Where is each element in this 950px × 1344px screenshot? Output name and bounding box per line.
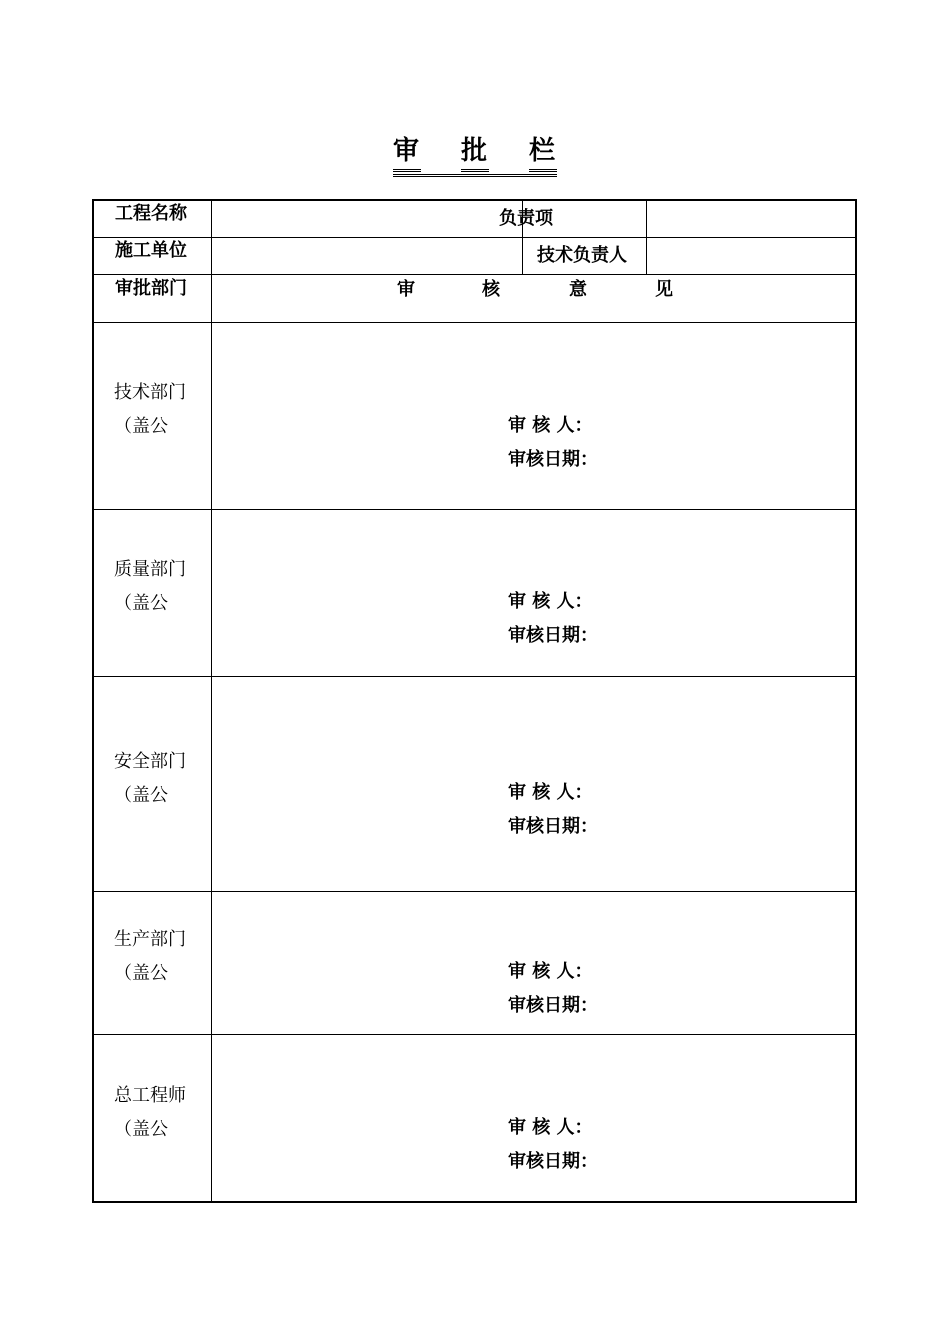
department-name: 技术部门 — [114, 382, 186, 403]
department-cell — [114, 745, 186, 813]
department-cell — [114, 553, 186, 621]
review-signature-block — [508, 409, 598, 477]
seal-note: （盖公 — [114, 963, 168, 984]
reviewer-label: 审 核 人： — [508, 591, 593, 612]
row-divider — [212, 237, 857, 238]
reviewer-label: 审 核 人： — [508, 1117, 593, 1138]
col-divider — [646, 199, 647, 274]
review-signature-block — [508, 955, 598, 1023]
reviewer-label: 审 核 人： — [508, 782, 593, 803]
seal-note: （盖公 — [114, 593, 168, 614]
approval-dept-label: 审批部门 — [115, 278, 187, 299]
approval-table — [92, 199, 857, 1203]
review-date-label: 审核日期： — [508, 995, 598, 1016]
department-cell — [114, 1079, 186, 1147]
row-divider — [92, 891, 857, 892]
review-opinion-char: 见 — [655, 279, 673, 300]
department-name: 生产部门 — [114, 929, 186, 950]
seal-note: （盖公 — [114, 785, 168, 806]
tech-owner-label: 技术负责人 — [537, 245, 627, 266]
department-name: 质量部门 — [114, 559, 186, 580]
review-date-label: 审核日期： — [508, 1151, 598, 1172]
review-opinion-char: 核 — [482, 279, 500, 300]
department-cell — [114, 923, 186, 991]
review-signature-block — [508, 1111, 598, 1179]
row-divider — [92, 322, 857, 323]
construction-unit-label: 施工单位 — [115, 240, 187, 261]
row-divider — [92, 509, 857, 510]
row-divider — [92, 237, 212, 238]
review-signature-block — [508, 585, 598, 653]
project-owner-label: 负责项 — [499, 208, 553, 229]
seal-note: （盖公 — [114, 1119, 168, 1140]
reviewer-label: 审 核 人： — [508, 961, 593, 982]
row-divider — [92, 274, 857, 275]
review-date-label: 审核日期： — [508, 625, 598, 646]
review-date-label: 审核日期： — [508, 449, 598, 470]
review-signature-block — [508, 776, 598, 844]
seal-note: （盖公 — [114, 416, 168, 437]
row-divider — [92, 1034, 857, 1035]
review-opinion-char: 意 — [569, 279, 587, 300]
review-opinion-char: 审 — [397, 279, 415, 300]
review-date-label: 审核日期： — [508, 816, 598, 837]
department-name: 总工程师 — [114, 1085, 186, 1106]
department-cell — [114, 376, 186, 444]
project-name-label: 工程名称 — [115, 203, 187, 224]
row-divider — [92, 676, 857, 677]
reviewer-label: 审 核 人： — [508, 415, 593, 436]
page-title: 审 批 栏 — [0, 130, 950, 177]
col-divider — [211, 199, 212, 1203]
department-name: 安全部门 — [114, 751, 186, 772]
